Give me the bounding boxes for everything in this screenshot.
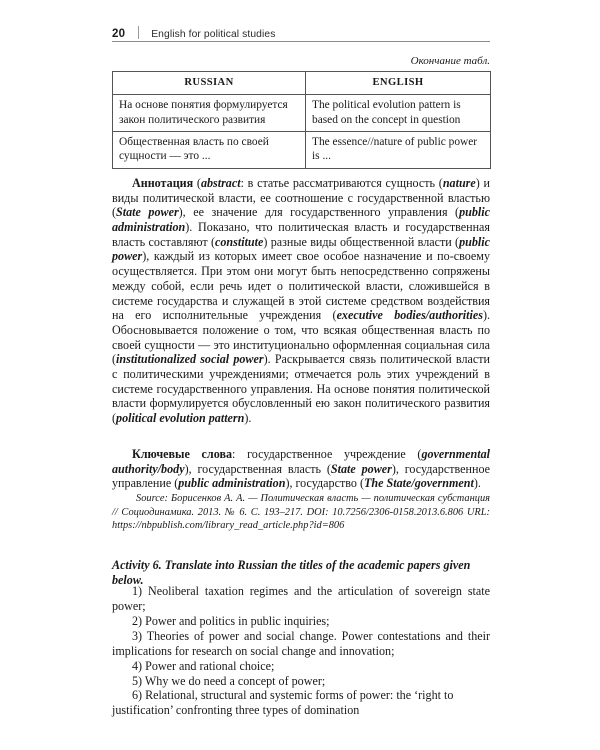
keywords-paragraph [112,447,490,491]
table-cell-english: The essence//nature of public power is ... [306,132,491,169]
term-constitute: constitute [215,234,264,249]
activity-item-list [112,584,490,718]
term-public-power: public power [112,234,490,264]
table-cell-russian: На основе понятия формулируется закон политического развития [113,95,306,132]
keywords-text-4: ), государство ( [285,476,364,491]
keyword-governmental-authority: governmental authority/body [112,447,490,476]
abstract-text-4: ). Показано, что политическая власть и государственная власть составляют ( [112,220,490,249]
abstract-text-9: ). [244,411,252,425]
table-header-english: ENGLISH [306,72,491,95]
abstract-text-1: : в статье рассматриваются сущность ( [240,176,443,190]
list-item: 3) Theories of power and social change. Power contestations and their implications for research on social change and innovation; [112,628,490,658]
term-public-administration: public administration [112,205,490,235]
table-cell-english: The political evolution pattern is based on the concept in question [306,95,491,132]
term-nature: nature [442,176,476,190]
table-continuation-label: Окончание табл. [410,55,490,67]
term-state-power: State power [116,205,179,220]
table-row [113,95,491,132]
abstract-text-3: ), ее значение для государственного управления ( [178,205,460,220]
running-head-separator [138,26,139,39]
source-text: Борисенков А. А. — Политическая власть — политическая субстанция // Социодинамика. 2013. № 6. С. 193–217. DOI: 10.7256/2306-0158.2013.6.806 URL: https://nbpublish.com/library_read_article.php?id=806 [112,493,490,532]
abstract-text-5: ) разные виды общественной власти ( [263,234,460,249]
list-item: 1) Neoliberal taxation regimes and the articulation of sovereign state power; [112,584,490,613]
abstract-text-7: ). Обосновывается положение о том, что всякая общественная власть по своей сущности — это институционально оформленная социальная сила ( [112,308,490,367]
table-header-row [113,72,491,95]
keywords-text-1: : государственное учреждение ( [232,447,422,461]
running-head [112,24,492,40]
keyword-the-state-government: The State/government [363,476,474,491]
list-item: 4) Power and rational choice; [132,658,275,673]
page-number: 20 [112,28,126,40]
term-executive-bodies: executive bodies/authorities [336,308,483,323]
translation-table [112,71,491,169]
list-item: 2) Power and politics in public inquiries; [132,613,330,628]
abstract-text-6: ), каждый из которых имеет свое особое назначение и по-своему осуществляется. При этом они могут быть непосредственно сопряжены между собой, если речь идет о политической власти, сложившейся в системе государства и служащей в этой системе средством воздействия на его исполнительные учреждения ( [112,249,490,323]
keywords-text-2: ), государственная власть ( [184,461,331,476]
abstract-label: Аннотация [132,176,194,190]
source-citation [112,492,490,533]
keyword-public-administration: public administration [178,476,286,491]
abstract-block [112,176,490,426]
activity-heading: Activity 6. Translate into Russian the titles of the academic papers given below. [112,558,471,587]
keyword-state-power: State power [330,461,392,476]
running-head-title: English for political studies [151,29,276,40]
keywords-block [112,447,490,491]
abstract-text-8: ). Раскрывается связь политической власти с политическими учреждениями; отмечается роль этих учреждений в системе государственного управления. На основе понятия политической власти формулируется обусловленный ею закон политического развития ( [112,352,490,425]
list-item: 6) Relational, structural and systemic forms of power: the ‘right to justification’ confronting three types of domination [112,688,454,718]
keywords-label: Ключевые слова [132,447,233,461]
table-header-russian: RUSSIAN [113,72,306,95]
abstract-paragraph: Аннотация (abstract: в статье рассматриваются сущность (nature) и виды политической власти, ее соотношение с государственной властью (State power), ее значение для государственного управления (public administration). Показано, что политическая власть и государственная власть составляют (constitute) разные виды общественной власти (public power), каждый из которых имеет свое особое назначение и по-своему осуществляется. При этом они могут быть непосредственно сопряжены между собой, если речь идет о политической власти, сложившейся в системе государства и служащей в этой системе средством воздействия на его исполнительные учреждения (executive bodies/authorities). Обосновывается положение о том, что всякая общественная власть по своей сущности — это институционально оформленная социальная сила (institutionalized social power). Раскрывается связь политической власти с политическими учреждениями; отмечается роль этих учреждений в системе государственного управления. На основе понятия политической власти формулируется обусловленный ею закон политического развития (political evolution pattern). [112,176,490,425]
abstract-label-en: abstract [200,176,241,190]
list-item: 5) Why we do need a concept of power; [132,673,326,688]
abstract-text-2: ) и виды политической власти, ее соотношение с государственной властью ( [112,176,490,220]
table-cell-russian: Общественная власть по своей сущности — это ... [113,132,306,169]
running-head-rule [112,41,490,42]
keywords-text-3: ), государственное управление ( [112,461,491,491]
table-row [113,132,491,169]
source-prefix: Source: [136,493,168,504]
term-institutionalized-social-power: institutionalized social power [116,352,264,367]
term-political-evolution-pattern: political evolution pattern [116,411,245,425]
keywords-text-5: ). [473,476,481,491]
